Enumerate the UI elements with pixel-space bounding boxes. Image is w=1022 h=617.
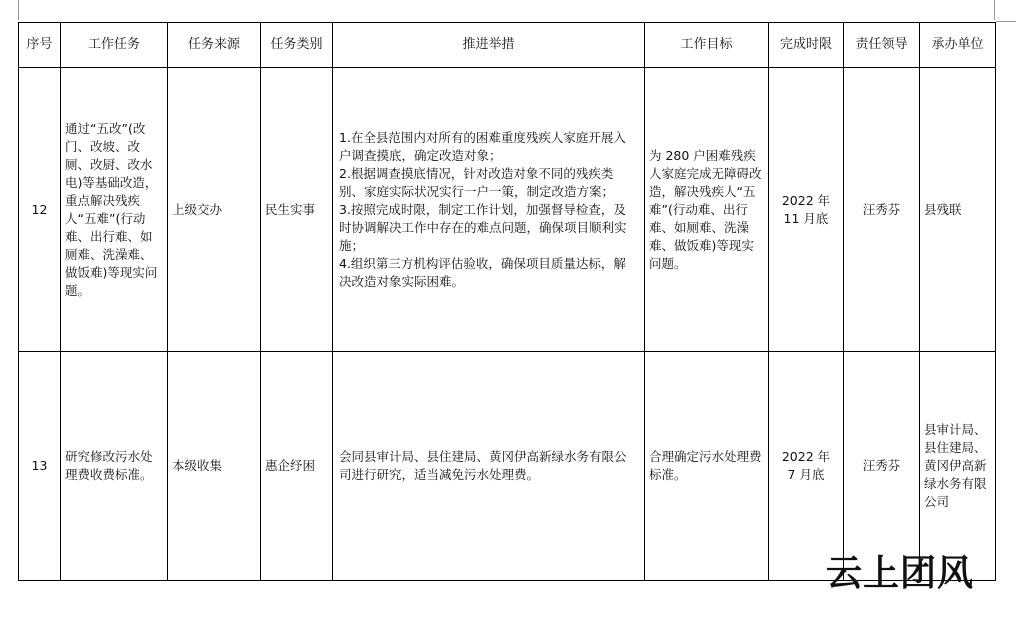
- deadline-year: 2022 年: [781, 192, 831, 208]
- cell-deadline: [769, 68, 844, 352]
- crop-mark-top-left: [18, 0, 19, 20]
- cell-task: 通过“五改”(改门、改坡、改厕、改厨、改水电)等基础改造，重点解决残疾人“五难”(行动难、出行难、如厕难、洗澡难、做饭难)等现实问题。: [61, 68, 168, 352]
- deadline-month: 7 月底: [787, 467, 825, 482]
- task-table: [18, 22, 996, 581]
- cell-goal: 合理确定污水处理费标准。: [645, 352, 769, 581]
- deadline-month: 11 月底: [783, 210, 829, 226]
- cell-source: 本级收集: [168, 352, 261, 581]
- header-deadline: 完成时限: [769, 23, 844, 68]
- watermark-logo-text: 云上团风: [826, 552, 975, 594]
- header-measures: 推进举措: [333, 23, 645, 68]
- cell-deadline: [769, 352, 844, 581]
- cell-leader: 汪秀芬: [844, 68, 920, 352]
- measure-item: 2.根据调查摸底情况，针对改造对象不同的残疾类别、家庭实际状况实行一户一策，制定改造方案；: [339, 165, 615, 199]
- cell-source: 上级交办: [168, 68, 261, 352]
- cell-no: 12: [19, 68, 61, 352]
- header-leader: 责任领导: [844, 23, 920, 68]
- cell-goal: 为 280 户困难残疾人家庭完成无障碍改造，解决残疾人“五难”(行动难、出行难、如厕难、洗澡难、做饭难)等现实问题。: [645, 68, 769, 352]
- crop-mark-right: [996, 21, 1016, 22]
- header-source: 任务来源: [168, 23, 261, 68]
- cell-leader: 汪秀芬: [844, 352, 920, 581]
- cell-unit: 县审计局、县住建局、黄冈伊高新绿水务有限公司: [920, 352, 996, 581]
- cell-task: 研究修改污水处理费收费标准。: [61, 352, 168, 581]
- measure-item: 4.组织第三方机构评估验收，确保项目质量达标，解决改造对象实际困难。: [339, 255, 626, 289]
- table-row: [19, 352, 996, 581]
- header-no: 序号: [19, 23, 61, 68]
- table-row: [19, 68, 996, 352]
- header-category: 任务类别: [261, 23, 333, 68]
- header-task: 工作任务: [61, 23, 168, 68]
- cell-no: 13: [19, 352, 61, 581]
- cell-measures: [333, 352, 645, 581]
- header-goal: 工作目标: [645, 23, 769, 68]
- cell-unit: 县残联: [920, 68, 996, 352]
- cell-category: 惠企纾困: [261, 352, 333, 581]
- crop-mark-top-right: [994, 0, 995, 20]
- measure-item: 1.在全县范围内对所有的困难重度残疾人家庭开展入户调查摸底，确定改造对象；: [339, 129, 626, 163]
- table-header-row: [19, 23, 996, 68]
- measure-item: 会同县审计局、县住建局、黄冈伊高新绿水务有限公司进行研究，适当减免污水处理费。: [339, 449, 627, 482]
- header-unit: 承办单位: [920, 23, 996, 68]
- deadline-year: 2022 年: [781, 449, 831, 464]
- cell-category: 民生实事: [261, 68, 333, 352]
- measure-item: 3.按照完成时限，制定工作计划，加强督导检查，及时协调解决工作中存在的难点问题，确保项目顺利实施；: [339, 201, 627, 253]
- cell-measures: [333, 68, 645, 352]
